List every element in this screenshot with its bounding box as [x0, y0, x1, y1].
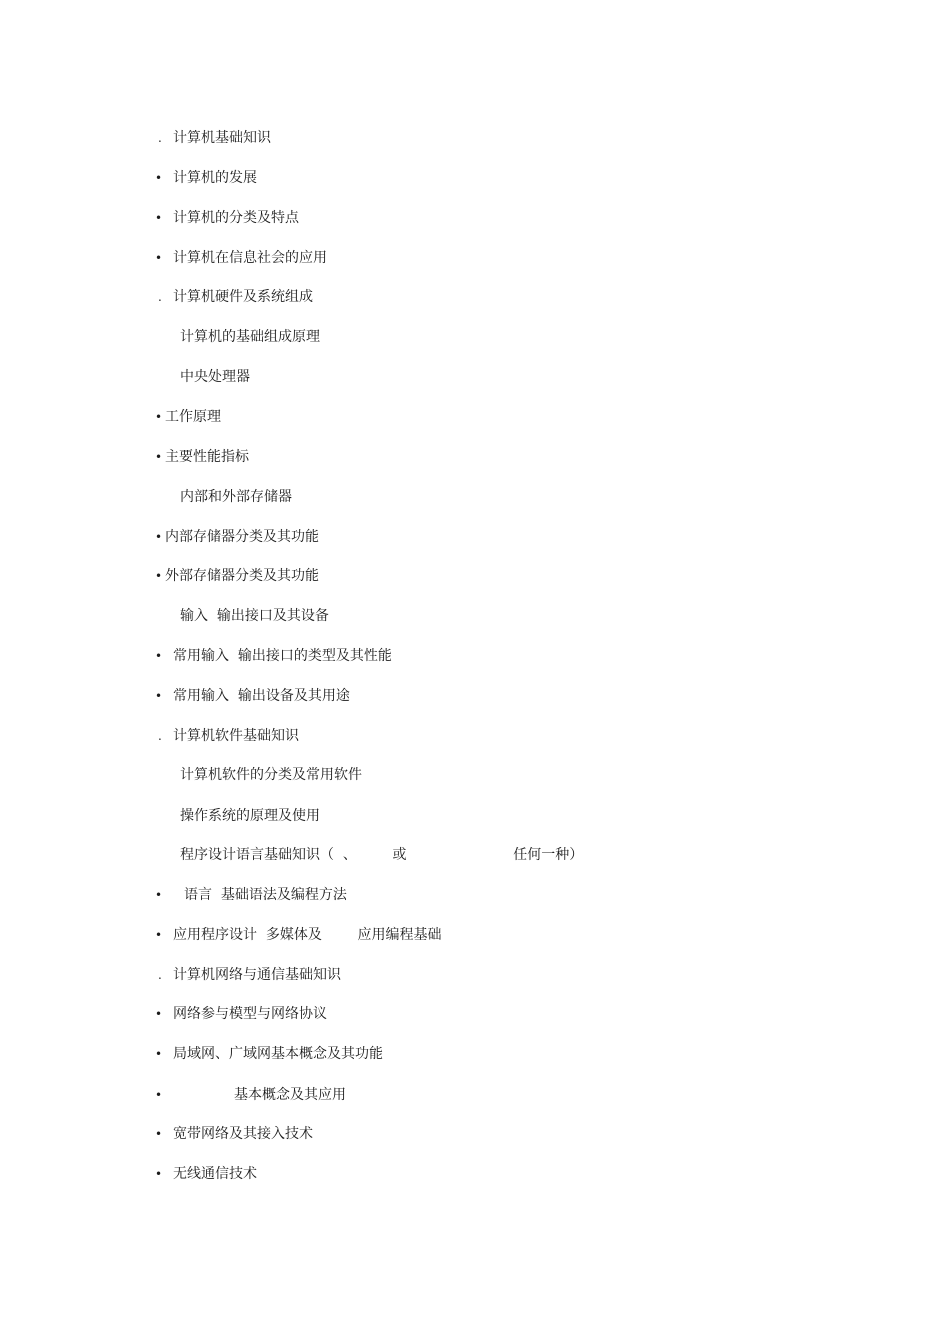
outline-item-text: 操作系统的原理及使用	[180, 808, 320, 824]
bullet-icon: •	[155, 171, 163, 185]
outline-item	[0, 764, 800, 786]
bullet-icon: •	[155, 928, 163, 942]
outline-item	[0, 725, 800, 747]
outline-item-text: 计算机网络与通信基础知识	[173, 967, 341, 983]
outline-item	[0, 486, 800, 508]
bullet-icon: •	[155, 211, 163, 225]
outline-item	[0, 366, 800, 388]
bullet-icon: •	[155, 530, 163, 544]
outline-item-text: 中央处理器	[180, 369, 250, 385]
outline-item-text: 计算机软件的分类及常用软件	[180, 767, 362, 783]
section-marker: .	[158, 131, 162, 145]
outline-item	[0, 127, 800, 149]
outline-item	[0, 1123, 800, 1145]
outline-item	[0, 326, 800, 348]
bullet-icon: •	[155, 450, 163, 464]
outline-item-text: 计算机在信息社会的应用	[173, 250, 327, 266]
outline-item-text: 主要性能指标	[165, 449, 249, 465]
outline-item-text: 局域网、广域网基本概念及其功能	[173, 1046, 383, 1062]
outline-item	[0, 1163, 800, 1185]
outline-item	[0, 526, 800, 548]
outline-item	[0, 286, 800, 308]
outline-item-text: 输入 输出接口及其设备	[180, 608, 329, 624]
bullet-icon: •	[155, 251, 163, 265]
outline-item-text: 宽带网络及其接入技术	[173, 1126, 313, 1142]
bullet-icon: •	[155, 689, 163, 703]
bullet-icon: •	[155, 410, 163, 424]
outline-item-text: 内部存储器分类及其功能	[165, 529, 319, 545]
outline-item-text: 基本概念及其应用	[234, 1087, 346, 1103]
bullet-icon: •	[155, 1047, 163, 1061]
bullet-icon: •	[155, 888, 163, 902]
bullet-icon: •	[155, 1127, 163, 1141]
bullet-icon: •	[155, 649, 163, 663]
outline-item-text: 无线通信技术	[173, 1166, 257, 1182]
section-marker: .	[158, 729, 162, 743]
bullet-icon: •	[155, 1167, 163, 1181]
bullet-icon: •	[155, 569, 163, 583]
outline-item-text: 计算机软件基础知识	[173, 728, 299, 744]
outline-item	[0, 565, 800, 587]
section-marker: .	[158, 290, 162, 304]
section-marker: .	[158, 968, 162, 982]
outline-item-text: 计算机的发展	[173, 170, 257, 186]
outline-item-text: 常用输入 输出接口的类型及其性能	[173, 648, 392, 664]
outline-item-text: 计算机的基础组成原理	[180, 329, 320, 345]
outline-item	[0, 406, 800, 428]
outline-item-text: 计算机基础知识	[173, 130, 271, 146]
outline-item	[0, 964, 800, 986]
outline-item	[0, 884, 800, 906]
outline-item-text: 计算机的分类及特点	[173, 210, 299, 226]
outline-item	[0, 1084, 800, 1106]
outline-item-text: 内部和外部存储器	[180, 489, 292, 505]
outline-item-text: 程序设计语言基础知识（ 、 或 任何一种）	[180, 847, 584, 863]
outline-item-text: 工作原理	[165, 409, 221, 425]
outline-item-text: 语言 基础语法及编程方法	[184, 887, 347, 903]
outline-item	[0, 1003, 800, 1025]
outline-item	[0, 645, 800, 667]
outline-item-text: 常用输入 输出设备及其用途	[173, 688, 350, 704]
bullet-icon: •	[155, 1088, 163, 1102]
outline-item-text: 网络参与模型与网络协议	[173, 1006, 327, 1022]
outline-item	[0, 167, 800, 189]
outline-item-text: 计算机硬件及系统组成	[173, 289, 313, 305]
outline-item-text: 应用程序设计 多媒体及 应用编程基础	[173, 927, 442, 943]
outline-item	[0, 685, 800, 707]
outline-item	[0, 247, 800, 269]
outline-item	[0, 805, 800, 827]
outline-item	[0, 605, 800, 627]
bullet-icon: •	[155, 1007, 163, 1021]
outline-item	[0, 844, 800, 866]
outline-item	[0, 924, 800, 946]
outline-item-text: 外部存储器分类及其功能	[165, 568, 319, 584]
outline-item	[0, 207, 800, 229]
outline-item	[0, 446, 800, 468]
outline-item	[0, 1043, 800, 1065]
